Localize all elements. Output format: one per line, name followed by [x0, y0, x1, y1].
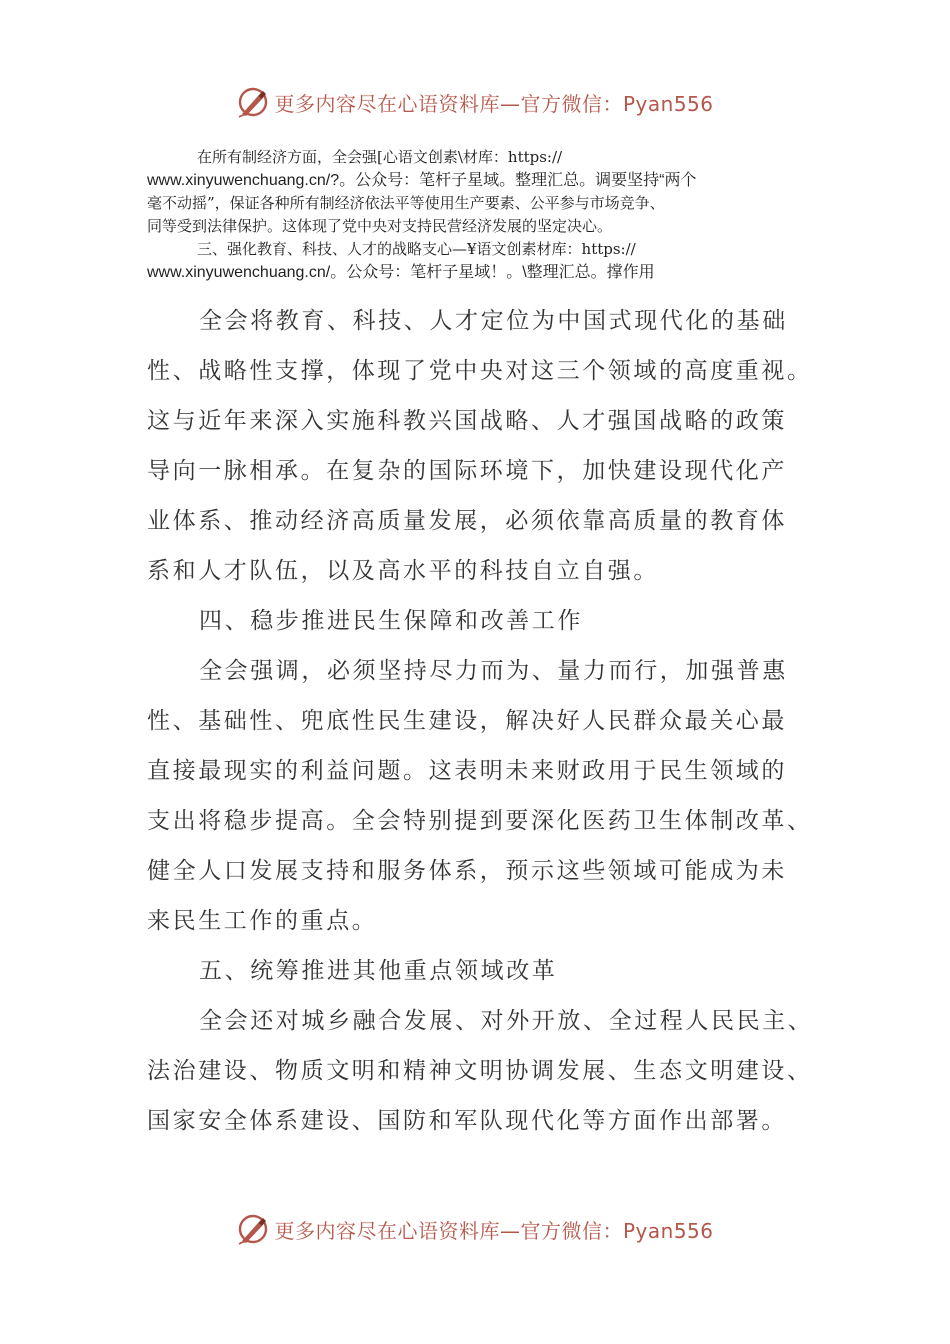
- body-line: 全会将教育、科技、人才定位为中国式现代化的基础: [199, 308, 788, 334]
- pen-logo-icon: [236, 85, 270, 119]
- body-line: 性、战略性支撑，体现了党中央对这三个领域的高度重视。: [147, 358, 813, 384]
- header-banner: [0, 82, 950, 122]
- body-line: 支出将稳步提高。全会特别提到要深化医药卫生体制改革、: [147, 808, 813, 834]
- intro-line: 毫不动摇”，保证各种所有制经济依法平等使用生产要素、公平参与市场竞争、: [147, 194, 665, 212]
- banner-text: 更多内容尽在心语资料库—官方微信：Pyan556: [274, 91, 714, 116]
- intro-paragraph: [147, 146, 807, 284]
- wechat-id: Pyan556: [622, 1218, 714, 1243]
- wechat-id: Pyan556: [622, 91, 714, 116]
- body-line: 来民生工作的重点。: [147, 908, 378, 934]
- body-line: 导向一脉相承。在复杂的国际环境下，加快建设现代化产: [147, 458, 787, 484]
- body-line: 这与近年来深入实施科教兴国战略、人才强国战略的政策: [147, 408, 787, 434]
- pen-logo-icon: [236, 1212, 270, 1246]
- footer-banner: [0, 1209, 950, 1249]
- body-line: 国家安全体系建设、国防和军队现代化等方面作出部署。: [147, 1108, 787, 1134]
- body-text: [147, 296, 814, 1146]
- banner-text: 更多内容尽在心语资料库—官方微信：Pyan556: [274, 1218, 714, 1243]
- body-line: 直接最现实的利益问题。这表明未来财政用于民生领域的: [147, 758, 787, 784]
- section-heading: 五、统筹推进其他重点领域改革: [199, 958, 558, 984]
- intro-line: 在所有制经济方面，全会强[心语文创素\材库：https://: [197, 148, 563, 166]
- body-line: 系和人才队伍，以及高水平的科技自立自强。: [147, 558, 659, 584]
- body-line: 性、基础性、兜底性民生建设，解决好人民群众最关心最: [147, 708, 787, 734]
- body-line: 业体系、推动经济高质量发展，必须依靠高质量的教育体: [147, 508, 787, 534]
- body-line: 全会还对城乡融合发展、对外开放、全过程人民民主、: [199, 1008, 814, 1034]
- intro-line: 三、强化教育、科技、人才的战略支心—¥语文创素材库：https://: [197, 240, 636, 258]
- body-line: 全会强调，必须坚持尽力而为、量力而行，加强普惠: [199, 658, 788, 684]
- intro-line: www.xinyuwenchuang.cn/?。公众号：笔杆子星域。整理汇总。调要坚持“两个: [147, 172, 697, 189]
- intro-line: 同等受到法律保护。这体现了党中央对支持民营经济发展的坚定决心。: [147, 217, 613, 235]
- section-heading: 四、稳步推进民生保障和改善工作: [199, 608, 583, 634]
- body-line: 健全人口发展支持和服务体系，预示这些领域可能成为未: [147, 858, 787, 884]
- body-line: 法治建设、物质文明和精神文明协调发展、生态文明建设、: [147, 1058, 813, 1084]
- intro-line: www.xinyuwenchuang.cn/。公众号：笔杆子星域！。\整理汇总。撑作用: [147, 264, 655, 281]
